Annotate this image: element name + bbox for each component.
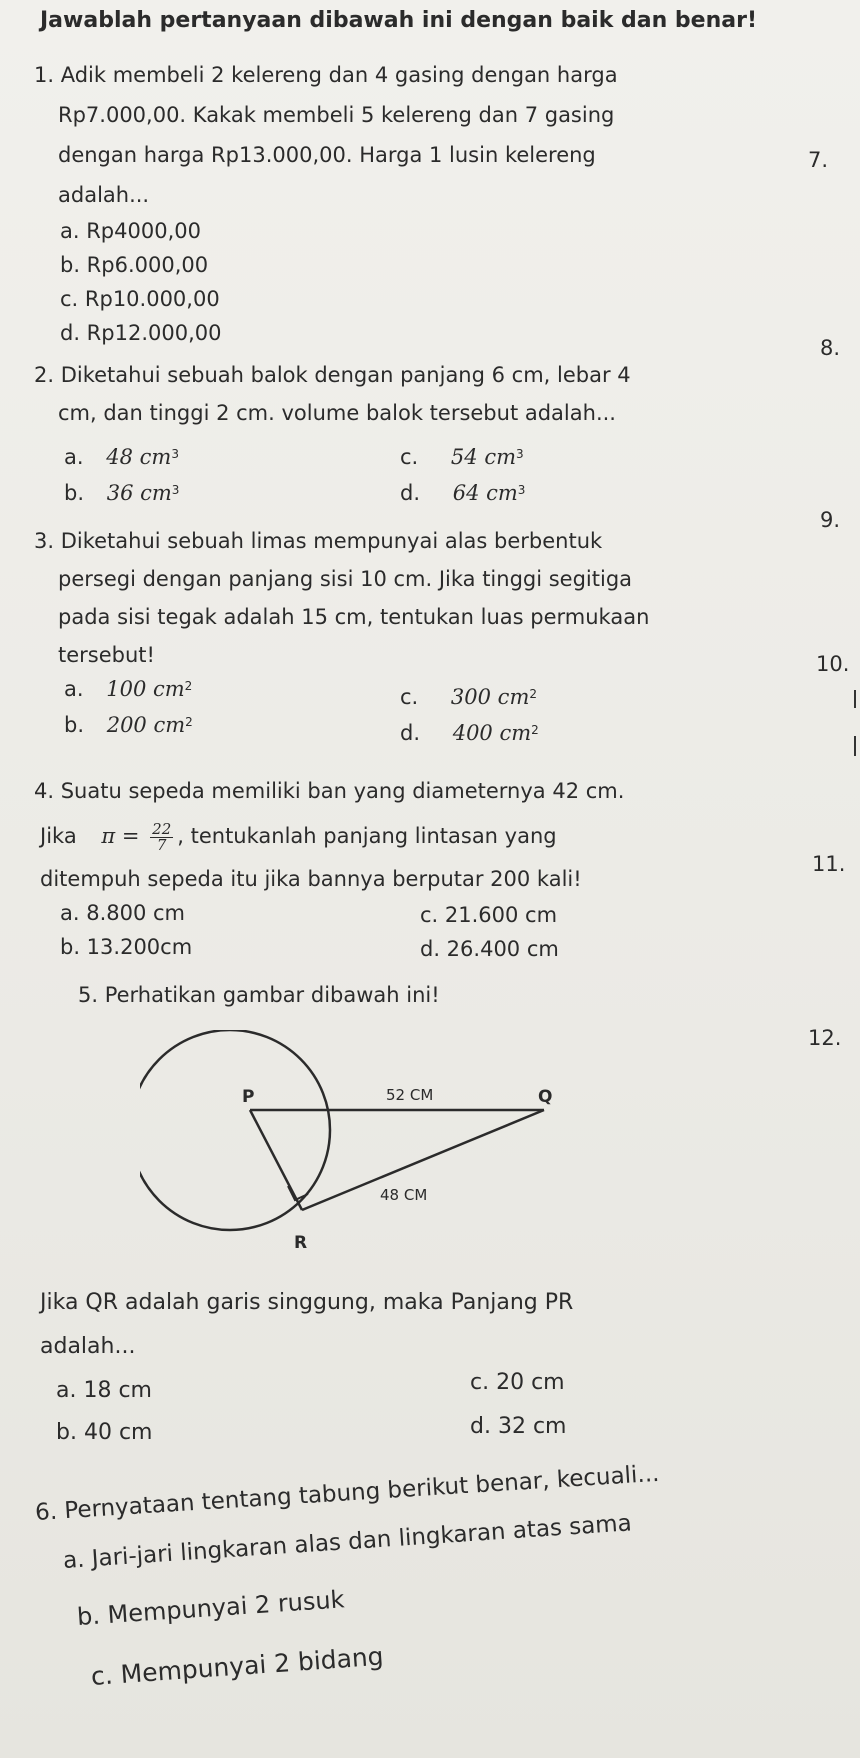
q5-option-c: c. 20 cm xyxy=(470,1370,565,1395)
label-r: R xyxy=(294,1233,308,1253)
fraction-22-7: $\frac{22}{7}$ xyxy=(152,819,172,854)
q4-line-1: 4. Suatu sepeda memiliki ban yang diameternya 42 cm. xyxy=(34,779,625,803)
q3-line-1: 3. Diketahui sebuah limas mempunyai alas berbentuk xyxy=(34,529,603,553)
q3-option-c: c. 300 $cm^2$ xyxy=(400,685,537,709)
label-p: P xyxy=(242,1087,255,1107)
q5-line-2: Jika QR adalah garis singgung, maka Panjang PR xyxy=(40,1290,574,1315)
q3-line-3: pada sisi tegak adalah 15 cm, tentukan luas permukaan xyxy=(58,605,650,629)
circle xyxy=(140,1030,330,1230)
q2-option-a: a. 48 $cm^3$ xyxy=(64,445,179,469)
q3-option-b: b. 200 $cm^2$ xyxy=(64,713,193,737)
q5-option-a: a. 18 cm xyxy=(56,1378,152,1403)
q3-option-d: d. 400 $cm^2$ xyxy=(400,721,539,745)
margin-number-9: 9. xyxy=(820,508,841,532)
q4-option-c: c. 21.600 cm xyxy=(420,903,558,927)
page-title: Jawablah pertanyaan dibawah ini dengan baik dan benar! xyxy=(40,8,757,33)
margin-number-12: 12. xyxy=(808,1026,842,1050)
margin-mark xyxy=(854,690,856,708)
margin-mark xyxy=(854,736,856,756)
q3-option-a: a. 100 $cm^2$ xyxy=(64,677,193,701)
q3-line-2: persegi dengan panjang sisi 10 cm. Jika tinggi segitiga xyxy=(58,567,633,591)
q2-line-1: 2. Diketahui sebuah balok dengan panjang 6 cm, lebar 4 xyxy=(34,363,631,387)
q1-line-2: Rp7.000,00. Kakak membeli 5 kelereng dan 7 gasing xyxy=(58,103,615,127)
margin-number-7: 7. xyxy=(808,148,829,172)
q2-line-2: cm, dan tinggi 2 cm. volume balok tersebut adalah... xyxy=(58,401,616,425)
segment-pr xyxy=(250,1110,302,1210)
q4-option-b: b. 13.200cm xyxy=(60,935,193,959)
q2-option-b: b. 36 $cm^3$ xyxy=(64,481,180,505)
q6-option-c: c. Mempunyai 2 bidang xyxy=(90,1641,385,1691)
tangent-circle-figure xyxy=(140,1030,560,1260)
q4-option-d: d. 26.400 cm xyxy=(420,937,559,961)
q1-option-c: c. Rp10.000,00 xyxy=(60,287,220,311)
q2-option-c: c. 54 $cm^3$ xyxy=(400,445,524,469)
q1-line-1: 1. Adik membeli 2 kelereng dan 4 gasing dengan harga xyxy=(34,63,618,87)
q5-option-d: d. 32 cm xyxy=(470,1414,567,1439)
q5-line-1: 5. Perhatikan gambar dibawah ini! xyxy=(78,983,440,1007)
q1-option-a: a. Rp4000,00 xyxy=(60,219,201,243)
q1-line-3: dengan harga Rp13.000,00. Harga 1 lusin kelereng xyxy=(58,143,596,167)
margin-number-11: 11. xyxy=(812,852,846,876)
q1-option-d: d. Rp12.000,00 xyxy=(60,321,222,345)
q5-option-b: b. 40 cm xyxy=(56,1420,153,1445)
q6-option-a: a. Jari-jari lingkaran alas dan lingkaran atas sama xyxy=(62,1510,633,1574)
q6-line-1: 6. Pernyataan tentang tabung berikut benar, kecuali... xyxy=(34,1460,661,1526)
margin-number-8: 8. xyxy=(820,336,841,360)
q1-option-b: b. Rp6.000,00 xyxy=(60,253,209,277)
q2-option-d: d. 64 $cm^3$ xyxy=(400,481,526,505)
label-pq-length: 52 CM xyxy=(386,1086,434,1104)
margin-number-10: 10. xyxy=(816,652,850,676)
q6-option-b: b. Mempunyai 2 rusuk xyxy=(76,1585,346,1631)
q4-line-3: ditempuh sepeda itu jika bannya berputar 200 kali! xyxy=(40,867,582,891)
pi-symbol: π = xyxy=(101,824,140,848)
q5-line-3: adalah... xyxy=(40,1334,136,1359)
q1-line-4: adalah... xyxy=(58,183,150,207)
q4-option-a: a. 8.800 cm xyxy=(60,901,186,925)
q3-line-4: tersebut! xyxy=(58,643,155,667)
label-q: Q xyxy=(538,1087,553,1107)
q4-line-2: Jika π = $\frac{22}{7}$ , tentukanlah panjang lintasan yang xyxy=(40,819,557,854)
label-qr-length: 48 CM xyxy=(380,1186,428,1204)
